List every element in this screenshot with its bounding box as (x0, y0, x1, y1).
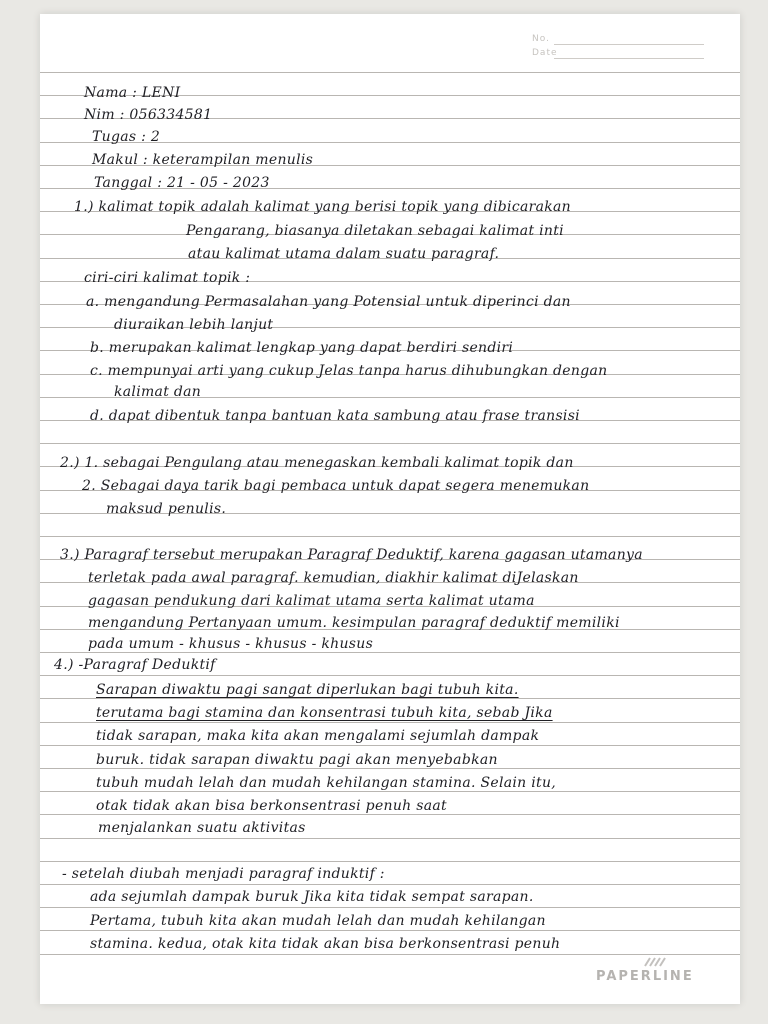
ruled-line (40, 675, 740, 676)
text-line: gagasan pendukung dari kalimat utama serta kalimat utama (88, 593, 535, 609)
text-line: b. merupakan kalimat lengkap yang dapat berdiri sendiri (90, 340, 514, 356)
text-line: mengandung Pertanyaan umum. kesimpulan paragraf deduktif memiliki (88, 615, 620, 631)
text-line: a. mengandung Permasalahan yang Potensial untuk diperinci dan (86, 294, 571, 310)
text-line: otak tidak akan bisa berkonsentrasi penuh saat (96, 798, 447, 814)
header-no-label: No. (532, 34, 550, 44)
text-line: stamina. kedua, otak kita tidak akan bisa berkonsentrasi penuh (90, 936, 561, 952)
text-line: ada sejumlah dampak buruk Jika kita tidak sempat sarapan. (90, 889, 534, 905)
text-line: kalimat dan (114, 384, 202, 400)
text-line: ciri-ciri kalimat topik : (84, 270, 251, 286)
ruled-line (40, 930, 740, 931)
text-line: atau kalimat utama dalam suatu paragraf. (188, 246, 500, 262)
text-line: Nama : LENI (84, 85, 181, 101)
ruled-line (40, 954, 740, 955)
header-date-line (554, 58, 704, 59)
ruled-line (40, 745, 740, 746)
ruled-line (40, 443, 740, 444)
ruled-line (40, 861, 740, 862)
ruled-line (40, 838, 740, 839)
ruled-line (40, 907, 740, 908)
text-line: 4.) -Paragraf Deduktif (54, 657, 216, 673)
text-line: - setelah diubah menjadi paragraf induktif : (62, 866, 385, 882)
brand-name: PAPERLINE (596, 969, 694, 984)
ruled-line (40, 884, 740, 885)
text-line: Makul : keterampilan menulis (92, 152, 314, 168)
text-line: tidak sarapan, maka kita akan mengalami sejumlah dampak (96, 728, 540, 744)
text-line: Pengarang, biasanya diletakan sebagai kalimat inti (186, 223, 564, 239)
ruled-line (40, 72, 740, 73)
text-line: pada umum - khusus - khusus - khusus (88, 636, 374, 652)
text-line: c. mempunyai arti yang cukup Jelas tanpa harus dihubungkan dengan (90, 363, 608, 379)
paperline-logo-icon (644, 956, 666, 968)
text-line: 1.) kalimat topik adalah kalimat yang berisi topik yang dibicarakan (74, 199, 571, 215)
text-line: buruk. tidak sarapan diwaktu pagi akan menyebabkan (96, 752, 498, 768)
text-line: Tugas : 2 (92, 129, 161, 145)
text-line: Pertama, tubuh kita akan mudah lelah dan mudah kehilangan (90, 913, 546, 929)
text-line: Tanggal : 21 - 05 - 2023 (94, 175, 270, 191)
ruled-line (40, 722, 740, 723)
text-line: 2.) 1. sebagai Pengulang atau menegaskan kembali kalimat topik dan (60, 455, 574, 471)
ruled-line (40, 536, 740, 537)
text-line: terutama bagi stamina dan konsentrasi tubuh kita, sebab Jika (96, 705, 553, 721)
text-line: d. dapat dibentuk tanpa bantuan kata sambung atau frase transisi (90, 408, 580, 424)
text-line: Nim : 056334581 (84, 107, 213, 123)
text-line: Sarapan diwaktu pagi sangat diperlukan bagi tubuh kita. (96, 682, 519, 698)
text-line: terletak pada awal paragraf. kemudian, diakhir kalimat diJelaskan (88, 570, 579, 586)
text-line: 3.) Paragraf tersebut merupakan Paragraf Deduktif, karena gagasan utamanya (60, 547, 643, 563)
text-line: diuraikan lebih lanjut (114, 317, 274, 333)
notebook-page (40, 14, 740, 1004)
text-line: tubuh mudah lelah dan mudah kehilangan stamina. Selain itu, (96, 775, 557, 791)
header-date-label: Date (532, 48, 558, 58)
text-line: menjalankan suatu aktivitas (98, 820, 306, 836)
text-line: 2. Sebagai daya tarik bagi pembaca untuk dapat segera menemukan (82, 478, 590, 494)
header-no-line (554, 44, 704, 45)
text-line: maksud penulis. (106, 501, 227, 517)
